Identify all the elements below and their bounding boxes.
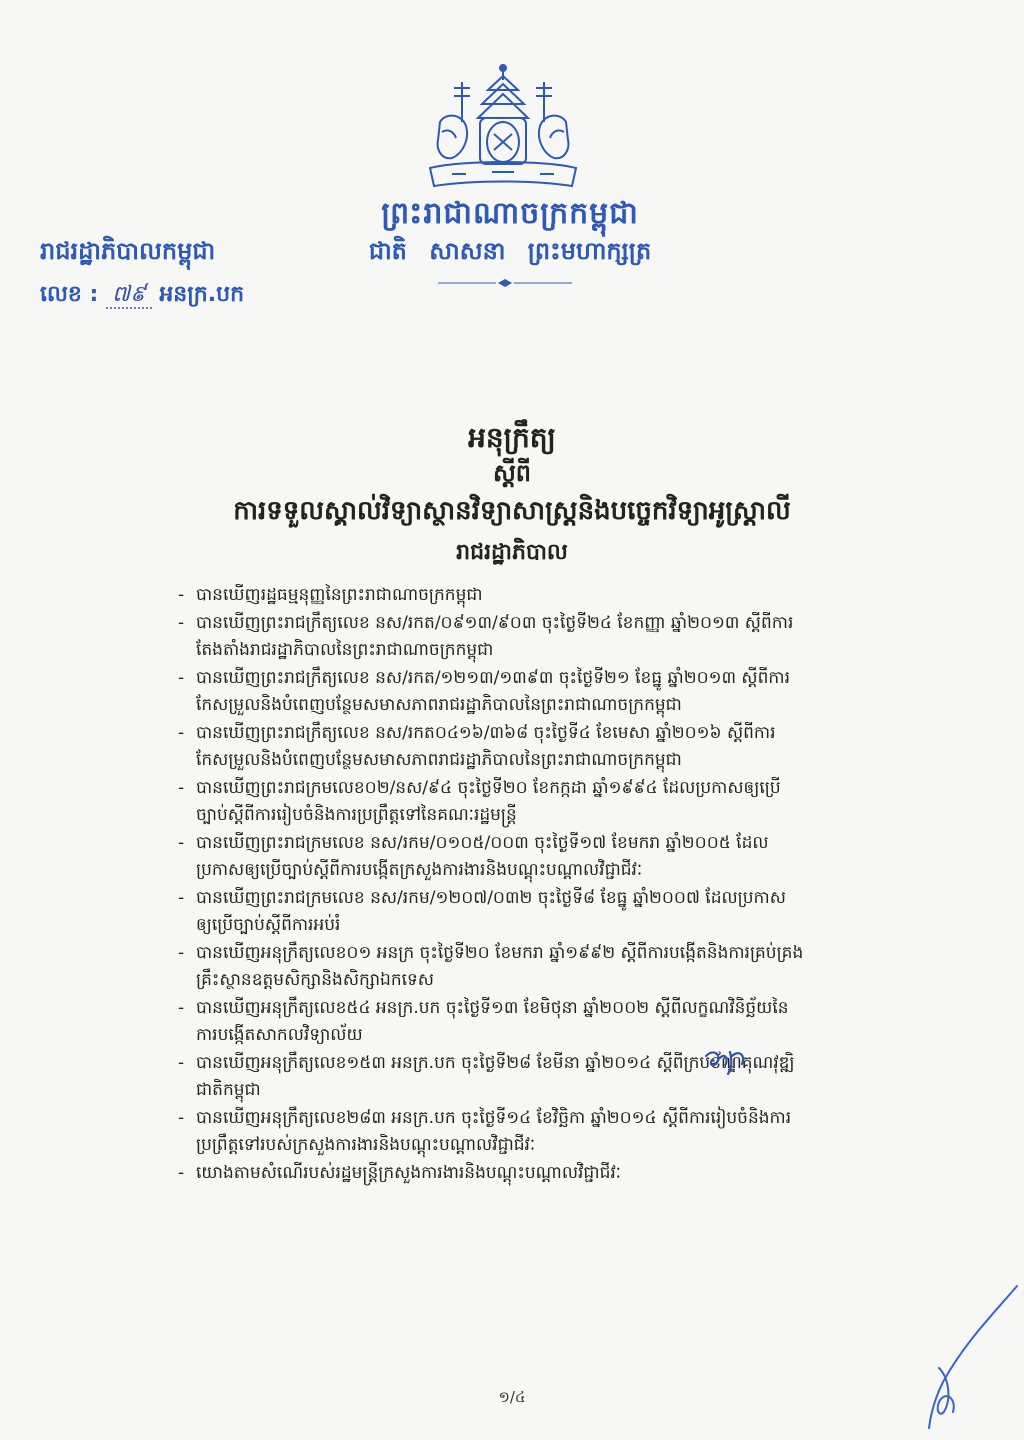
page-number: ១/៤: [498, 1388, 526, 1406]
list-item: - បានឃើញអនុក្រឹត្យលេខ២៨៣ អនក្រ.បក ចុះថ្ងៃទី១៤ ខែវិច្ឆិកា ឆ្នាំ២០១៤ ស្តីពីការរៀបចំនិងការ ប្រព្រឹត្តទៅរបស់ក្រសួងការងារនិងបណ្តុះបណ្តាលវិជ្ជាជីវៈ: [178, 1105, 938, 1160]
government-name: រាជរដ្ឋាភិបាលកម្ពុជា: [40, 237, 216, 265]
national-motto: ជាតិ សាសនា ព្រះមហាក្សត្រ: [368, 237, 652, 265]
reference-suffix: អនក្រ.បក: [159, 282, 245, 307]
subject-title: ការទទួលស្គាល់វិទ្យាស្ថានវិទ្យាសាស្ត្រនិងបច្ចេកវិទ្យាអូស្រ្តាលី: [233, 496, 791, 526]
list-item: - បានឃើញអនុក្រឹត្យលេខ១៥៣ អនក្រ.បក ចុះថ្ងៃទី២៨ ខែមីនា ឆ្នាំ២០១៤ ស្តីពីក្របខ័ណ្ឌគុណវុឌ្ឍិ ជាតិកម្ពុជា: [178, 1050, 938, 1105]
reference-label: លេខ :: [40, 282, 99, 307]
list-item: - បានឃើញព្រះរាជក្រមលេខ នស/រកម/១២០៧/០៣២ ចុះថ្ងៃទី៨ ខែធ្នូ ឆ្នាំ២០០៧ ដែលប្រកាស ឲ្យប្រើច្បាប់ស្តីពីការអប់រំ: [178, 885, 938, 940]
reference-number: ៧៩: [106, 282, 152, 309]
list-item: - បានឃើញព្រះរាជក្រឹត្យលេខ នស/រកត០៤១៦/៣៦៨ ចុះថ្ងៃទី៤ ខែមេសា ឆ្នាំ២០១៦ ស្តីពីការ កែសម្រួលនិងបំពេញបន្ថែមសមាសភាពរាជរដ្ឋាភិបាលនៃព្រះរាជាណាចក្រកម្ពុជា: [178, 720, 938, 775]
legal-references-list: [178, 582, 938, 1187]
kingdom-heading: ព្រះរាជាណាចក្រកម្ពុជា: [381, 196, 639, 231]
list-item: - យោងតាមសំណើរបស់រដ្ឋមន្ត្រីក្រសួងការងារនិងបណ្តុះបណ្តាលវិជ្ជាជីវៈ: [178, 1160, 938, 1188]
issuer-heading: រាជរដ្ឋាភិបាល: [456, 540, 568, 565]
handwritten-initial-icon: [702, 1046, 750, 1076]
list-item: - បានឃើញព្រះរាជក្រមលេខ០២/នស/៩៤ ចុះថ្ងៃទី២០ ខែកក្កដា ឆ្នាំ១៩៩៤ ដែលប្រកាសឲ្យប្រើ ច្បាប់ស្តីពីការរៀបចំនិងការប្រព្រឹត្តទៅនៃគណៈរដ្ឋមន្ត្រី: [178, 775, 938, 830]
subject-label: ស្តីពី: [492, 459, 532, 487]
list-item: - បានឃើញព្រះរាជក្រឹត្យលេខ នស/រកត/១២១៣/១៣៩៣ ចុះថ្ងៃទី២១ ខែធ្នូ ឆ្នាំ២០១៣ ស្តីពីការ កែសម្រួលនិងបំពេញបន្ថែមសមាសភាពរាជរដ្ឋាភិបាលនៃព្រះរាជាណាចក្រកម្ពុជា: [178, 665, 938, 720]
list-item: - បានឃើញអនុក្រឹត្យលេខ០១ អនក្រ ចុះថ្ងៃទី២០ ខែមករា ឆ្នាំ១៩៩២ ស្តីពីការបង្កើតនិងការគ្រប់គ្រង គ្រឹះស្ថានឧត្តមសិក្សានិងសិក្សាឯកទេស: [178, 940, 938, 995]
document-type-title: អនុក្រឹត្យ: [468, 421, 556, 454]
royal-coat-of-arms-emblem: [422, 62, 584, 192]
list-item: - បានឃើញព្រះរាជក្រឹត្យលេខ នស/រកត/០៩១៣/៩០៣ ចុះថ្ងៃទី២៤ ខែកញ្ញា ឆ្នាំ២០១៣ ស្តីពីការ តែងតាំងរាជរដ្ឋាភិបាលនៃព្រះរាជាណាចក្រកម្ពុជា: [178, 610, 938, 665]
motto-ornament-icon: [438, 278, 572, 288]
list-item: - បានឃើញរដ្ឋធម្មនុញ្ញនៃព្រះរាជាណាចក្រកម្ពុជា: [178, 582, 938, 610]
reference-number-line: [40, 280, 244, 312]
list-item: - បានឃើញព្រះរាជក្រមលេខ នស/រកម/០១០៥/០០៣ ចុះថ្ងៃទី១៧ ខែមករា ឆ្នាំ២០០៥ ដែល ប្រកាសឲ្យប្រើច្បាប់ស្តីពីការបង្កើតក្រសួងការងារនិងបណ្តុះបណ្តាលវិជ្ជាជីវៈ: [178, 830, 938, 885]
list-item: - បានឃើញអនុក្រឹត្យលេខ៥៤ អនក្រ.បក ចុះថ្ងៃទី១៣ ខែមិថុនា ឆ្នាំ២០០២ ស្តីពីលក្ខណវិនិច្ឆ័យនៃ ការបង្កើតសាកលវិទ្យាល័យ: [178, 995, 938, 1050]
